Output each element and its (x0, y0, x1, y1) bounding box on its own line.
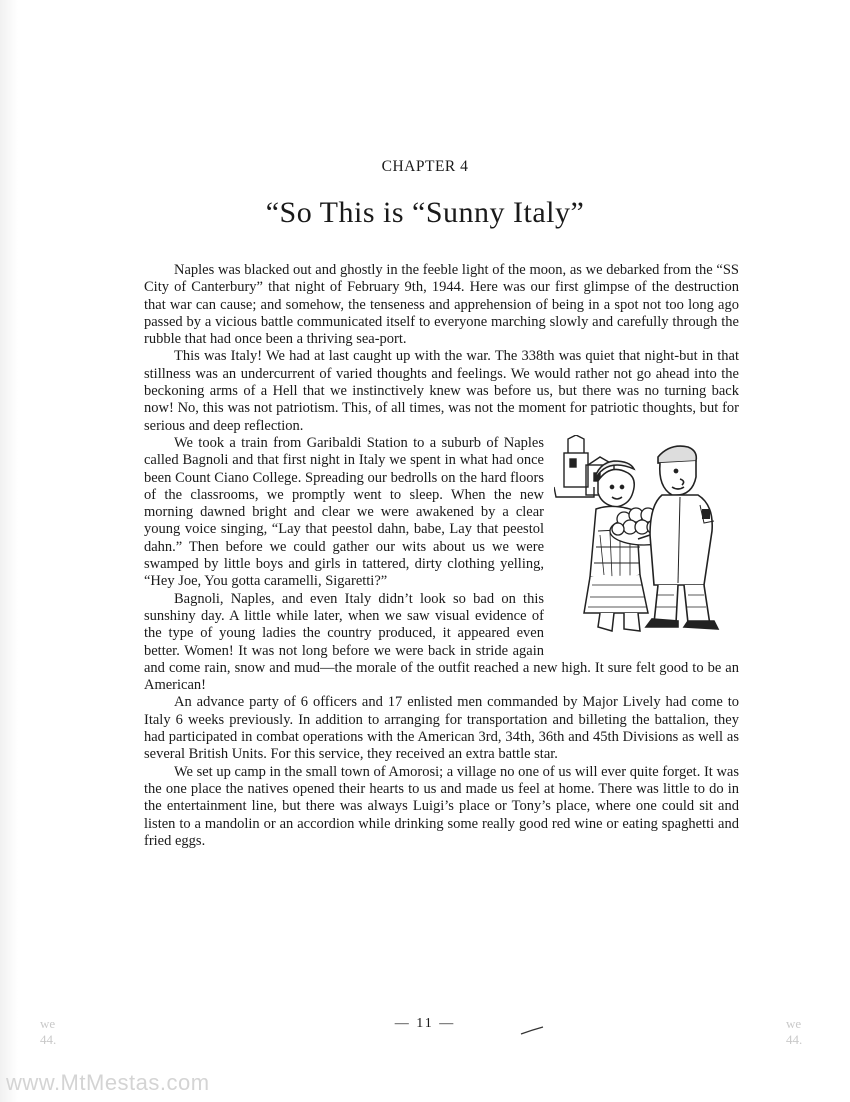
paragraph: Bagnoli, Naples, and even Italy didn’t look so bad on this sunshiny day. A little while later, when we saw visual evidence of the type of young ladies the country produced, it appeared even better. Women! It was not long before we were back in stride again and come rain, snow and mud—the morale of the outfit reached a new high. It sure felt good to be an American! (144, 590, 739, 694)
bleed-through-line: 44. (40, 1032, 57, 1047)
website-watermark: www.MtMestas.com (6, 1070, 210, 1095)
cartoon-illustration (554, 435, 739, 640)
bleed-through-line: 44. (786, 1032, 803, 1047)
paragraph: We took a train from Garibaldi Station to a suburb of Naples called Bagnoli and that first night in Italy we spent in what had once been Count Ciano College. Spreading our bedrolls on the hard floors of the classrooms, we promptly went to sleep. When the new morning dawned bright and clear we were awakened by a clear young voice singing, “Lay that peestol dahn, babe, Lay that peestol dahn.” Then before we could gather our wits about us we were swamped by little boys and girls in tattered, dirty clothing yelling, “Hey Joe, You gotta caramelli, Sigaretti?” (144, 434, 544, 590)
bleed-through-line: we (786, 1016, 802, 1031)
stray-pen-mark (520, 1026, 544, 1036)
page-number: — 11 — (394, 1016, 456, 1031)
paragraph: An advance party of 6 officers and 17 enlisted men commanded by Major Lively had come to Italy 6 weeks previously. In addition to arranging for transportation and billeting the battalion, they had participated in combat operations with the American 3rd, 34th, 36th and 45th Divisions as well as several British Units. For this service, they received an extra battle star. (144, 694, 739, 763)
paragraph: This was Italy! We had at last caught up with the war. The 338th was quiet that night-but in that stillness was an undercurrent of varied thoughts and feelings. We would rather not go ahead into the beckoning arms of a Hell that we instinctively knew was before us, but there was no turning back now! No, this was not patriotism. This, of all times, was not the moment for patriotic thoughts, but for serious and deep reflection. (144, 348, 739, 434)
bleed-through-line: we (40, 1016, 56, 1031)
soldier-and-woman-drawing (554, 435, 739, 640)
body-text (144, 262, 739, 850)
paragraph: We set up camp in the small town of Amorosi; a village no one of us will ever quite forget. It was the one place the natives opened their hearts to us and made us feel at home. There was little to do in the entertainment line, but there was always Luigi’s place or Tony’s place, where one could sit and listen to a mandolin or an accordion while drinking some really good red wine or eating spaghetti and fried eggs. (144, 763, 739, 849)
chapter-title: “So This is “Sunny Italy” (265, 196, 585, 229)
paragraph: Naples was blacked out and ghostly in the feeble light of the moon, as we debarked from the “SS City of Canterbury” that night of February 9th, 1944. Here was our first glimpse of the destruction that war can cause; and somehow, the tenseness and apprehension of being in a spot not too long ago passed by a vicious battle communicated itself to everyone marching slowly and carefully through the rubble that had once been a thriving sea-port. (144, 262, 739, 348)
chapter-label: CHAPTER 4 (381, 158, 469, 175)
